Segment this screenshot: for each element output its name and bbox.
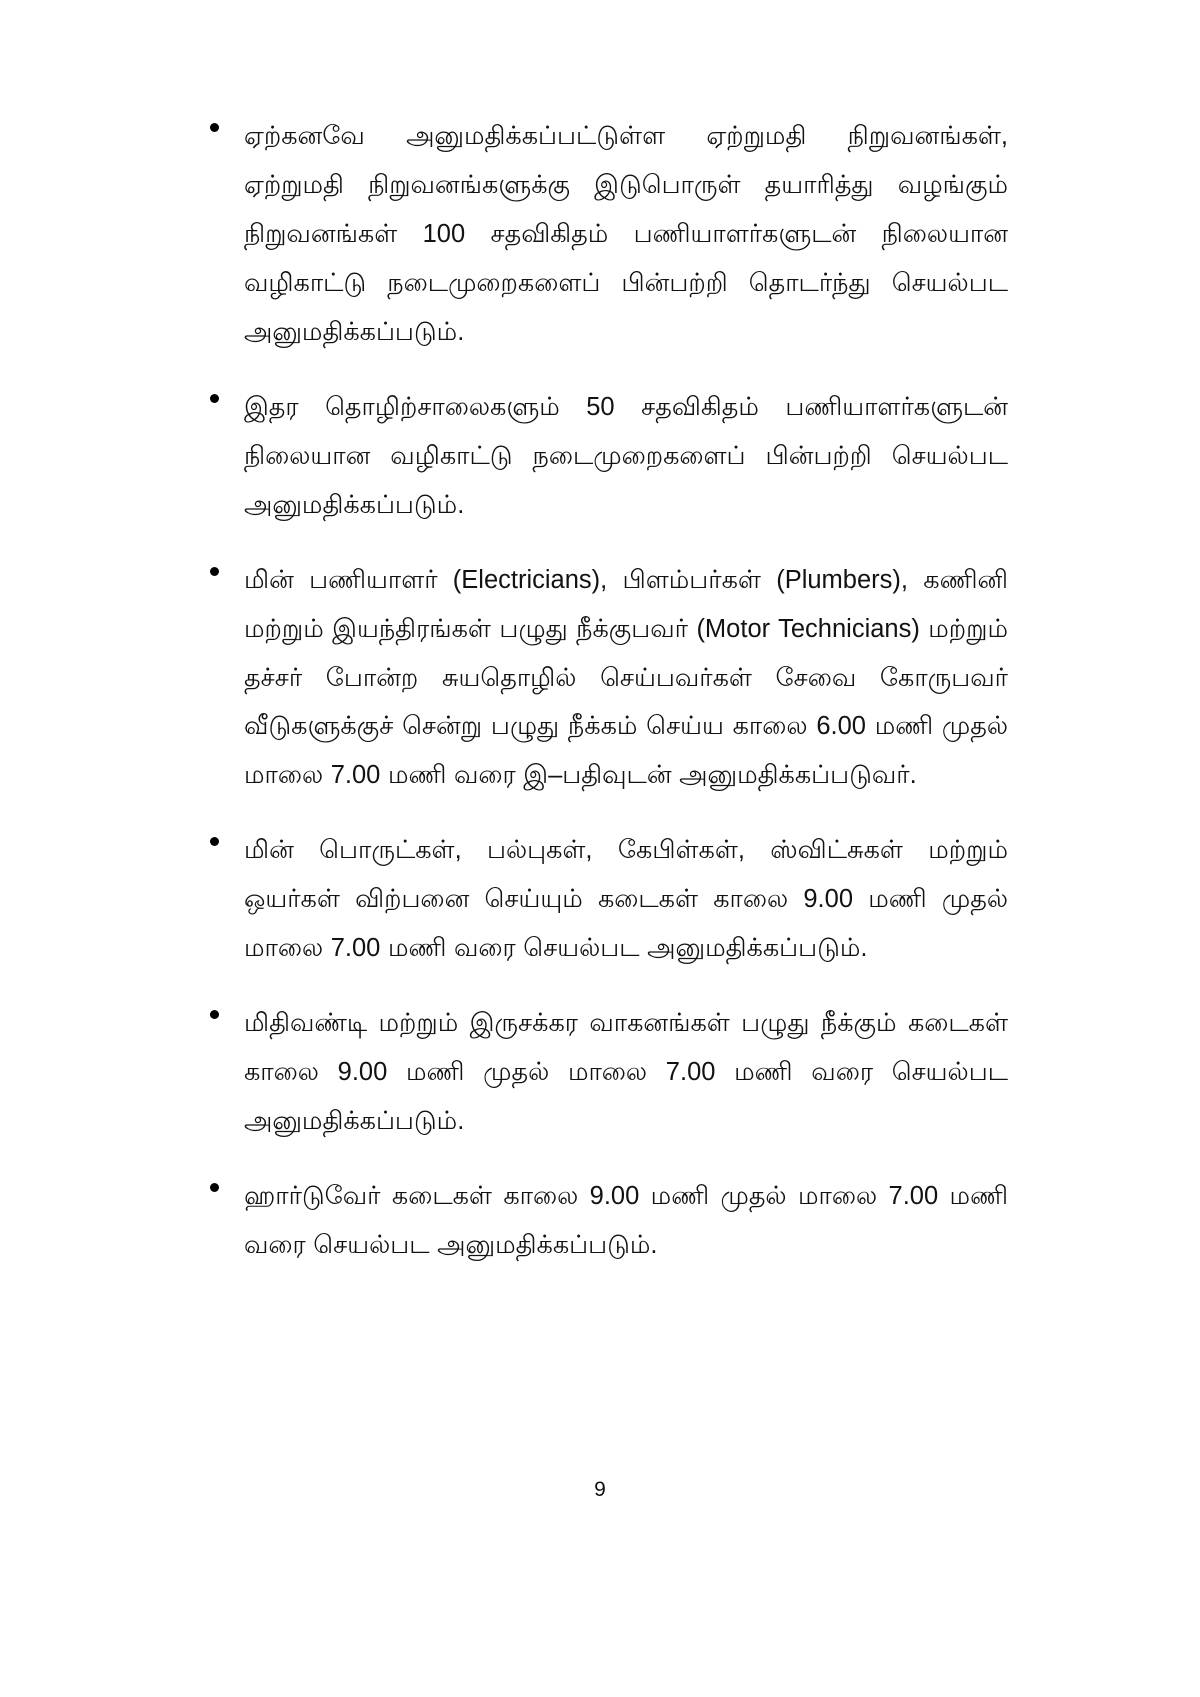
bullet-point-icon	[210, 123, 219, 132]
bullet-point-icon	[210, 1010, 219, 1019]
bullet-point-icon	[210, 1183, 219, 1192]
bullet-text-export-units: ஏற்கனவே அனுமதிக்கப்பட்டுள்ள ஏற்றுமதி நிறுவனங்கள், ஏற்றுமதி நிறுவனங்களுக்கு இடுபொருள் தயாரித்து வழங்கும் நிறுவனங்கள் 100 சதவிகிதம் பணியாளர்களுடன் நிலையான வழிகாட்டு நடைமுறைகளைப் பின்பற்றி தொடர்ந்து செயல்பட அனுமதிக்கப்படும்.	[244, 122, 1008, 346]
list-item	[196, 112, 1008, 357]
bullet-text-self-employed-technicians: மின் பணியாளர் (Electricians), பிளம்பர்கள் (Plumbers), கணினி மற்றும் இயந்திரங்கள் பழுது நீக்குபவர் (Motor Technicians) மற்றும் தச்சர் போன்ற சுயதொழில் செய்பவர்கள் சேவை கோருபவர் வீடுகளுக்குச் சென்று பழுது நீக்கம் செய்ய காலை 6.00 மணி முதல் மாலை 7.00 மணி வரை இ–பதிவுடன் அனுமதிக்கப்படுவர்.	[244, 565, 1008, 790]
bullet-text-cycle-two-wheeler-repair: மிதிவண்டி மற்றும் இருசக்கர வாகனங்கள் பழுது நீக்கும் கடைகள் காலை 9.00 மணி முதல் மாலை 7.00 மணி வரை செயல்பட அனுமதிக்கப்படும்.	[244, 1009, 1008, 1136]
bullet-text-electrical-goods-shops: மின் பொருட்கள், பல்புகள், கேபிள்கள், ஸ்விட்சுகள் மற்றும் ஒயர்கள் விற்பனை செய்யும் கடைகள் காலை 9.00 மணி முதல் மாலை 7.00 மணி வரை செயல்பட அனுமதிக்கப்படும்.	[244, 836, 1008, 963]
page-number: 9	[594, 1478, 606, 1501]
bullet-point-icon	[210, 394, 219, 403]
list-item	[196, 1172, 1008, 1270]
list-item	[196, 826, 1008, 973]
list-item	[196, 383, 1008, 530]
bullet-text-other-industries: இதர தொழிற்சாலைகளும் 50 சதவிகிதம் பணியாளர்களுடன் நிலையான வழிகாட்டு நடைமுறைகளைப் பின்பற்றி செயல்பட அனுமதிக்கப்படும்.	[244, 392, 1008, 519]
policy-bullet-list	[196, 112, 1008, 1270]
bullet-point-icon	[210, 567, 219, 576]
bullet-text-hardware-shops: ஹார்டுவேர் கடைகள் காலை 9.00 மணி முதல் மாலை 7.00 மணி வரை செயல்பட அனுமதிக்கப்படும்.	[244, 1182, 1008, 1260]
list-item	[196, 556, 1008, 801]
list-item	[196, 999, 1008, 1146]
bullet-point-icon	[210, 837, 219, 846]
page-content	[196, 112, 1008, 1270]
